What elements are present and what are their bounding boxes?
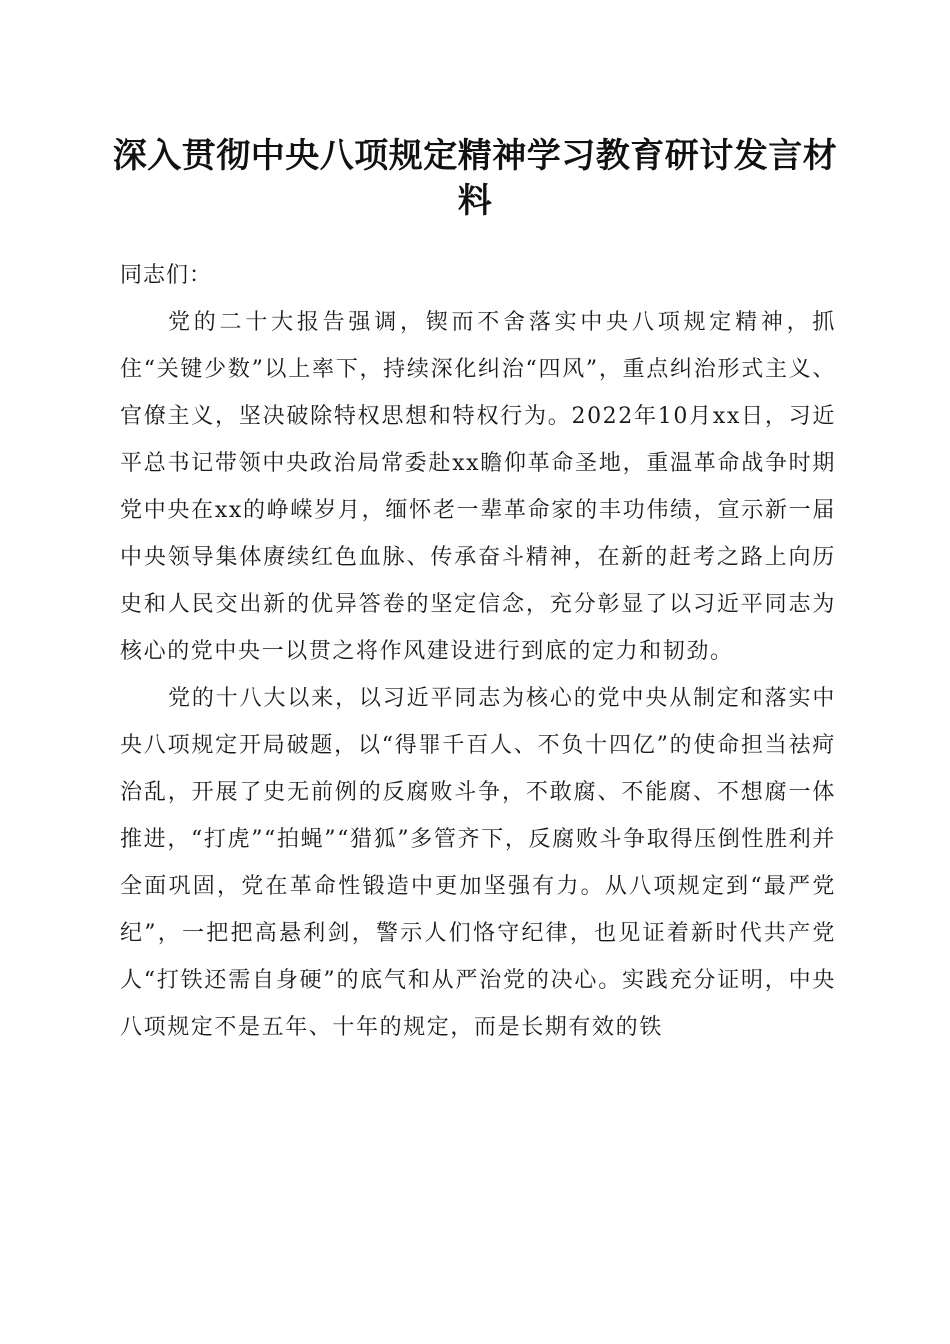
document-title: 深入贯彻中央八项规定精神学习教育研讨发言材料: [112, 136, 838, 221]
document-body: [120, 252, 836, 1051]
paragraph-1: 党的二十大报告强调，锲而不舍落实中央八项规定精神，抓住“关键少数”以上率下，持续深化纠治“四风”，重点纠治形式主义、官僚主义，坚决破除特权思想和特权行为。2022年10月xx日，习近平总书记带领中央政治局常委赴xx瞻仰革命圣地，重温革命战争时期党中央在xx的峥嵘岁月，缅怀老一辈革命家的丰功伟绩，宣示新一届中央领导集体赓续红色血脉、传承奋斗精神，在新的赶考之路上向历史和人民交出新的优异答卷的坚定信念，充分彰显了以习近平同志为核心的党中央一以贯之将作风建设进行到底的定力和韧劲。: [120, 310, 836, 664]
salutation: 同志们：: [120, 263, 213, 288]
paragraph-2: 党的十八大以来，以习近平同志为核心的党中央从制定和落实中央八项规定开局破题，以“得罪千百人、不负十四亿”的使命担当祛疴治乱，开展了史无前例的反腐败斗争，不敢腐、不能腐、不想腐一体推进，“打虎”“拍蝇”“猎狐”多管齐下，反腐败斗争取得压倒性胜利并全面巩固，党在革命性锻造中更加坚强有力。从八项规定到“最严党纪”，一把把高悬利剑，警示人们恪守纪律，也见证着新时代共产党人“打铁还需自身硬”的底气和从严治党的决心。实践充分证明，中央八项规定不是五年、十年的规定，而是长期有效的铁: [120, 686, 836, 1040]
